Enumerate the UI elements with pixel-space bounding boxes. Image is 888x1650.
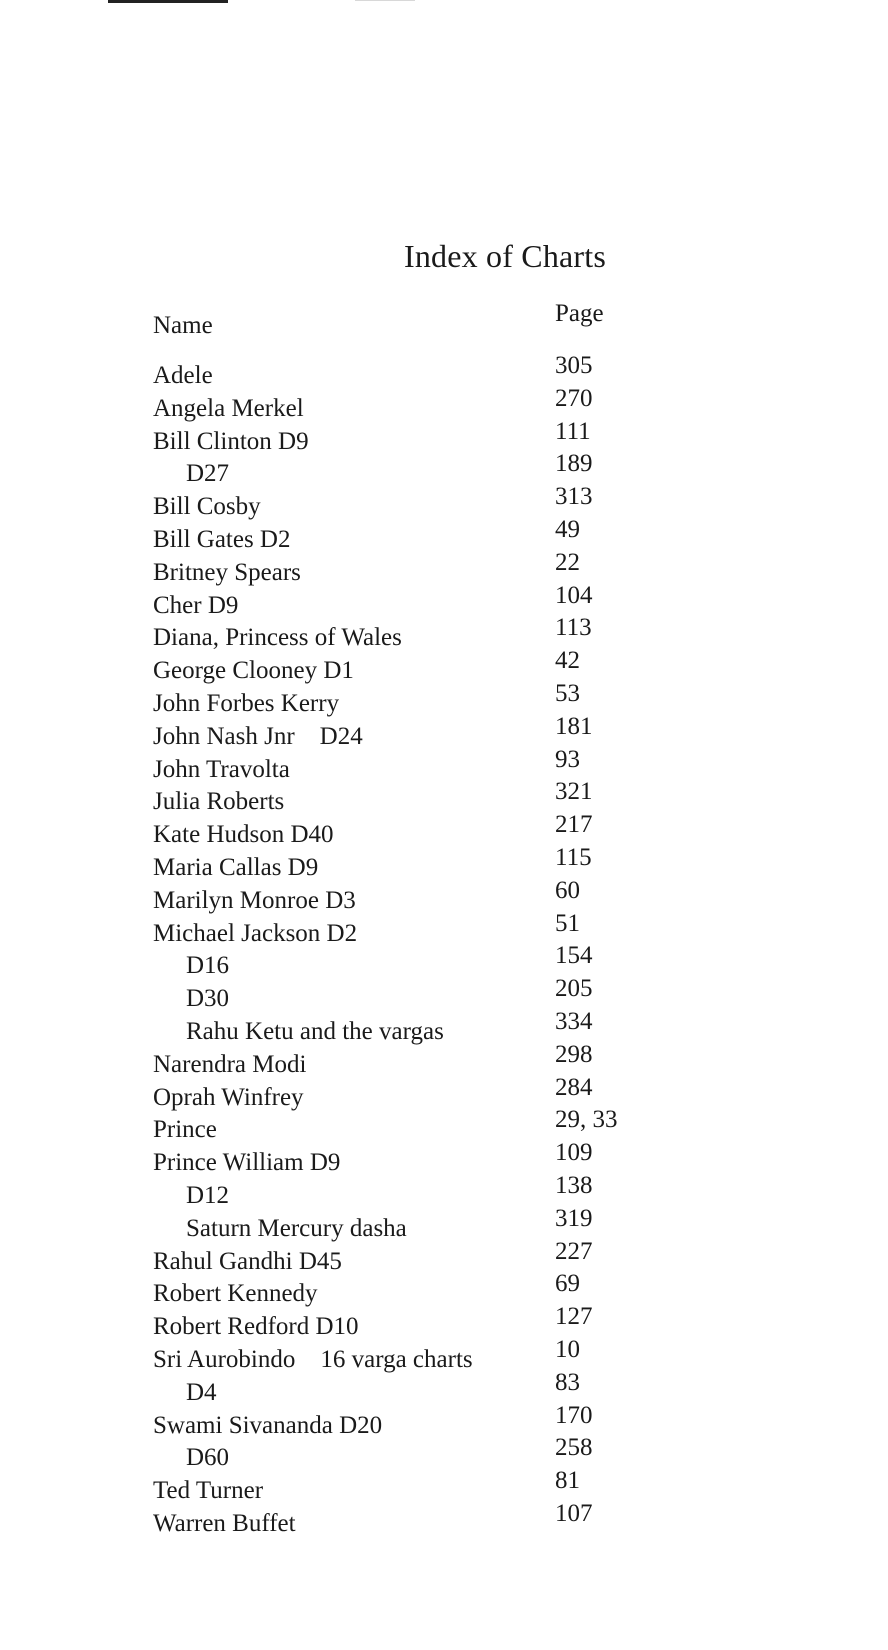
entry-page-number: 111 (555, 417, 591, 445)
entry-page-number: 258 (555, 1434, 593, 1462)
entry-name: Sri Aurobindo 16 varga charts (153, 1345, 473, 1373)
index-subentry (0, 450, 888, 491)
entry-page-number: 181 (555, 712, 593, 740)
entry-name: John Forbes Kerry (153, 689, 340, 717)
entry-name: Rahul Gandhi D45 (153, 1247, 342, 1275)
entry-page-number: 104 (555, 581, 593, 609)
index-subentry (0, 1007, 888, 1049)
entry-name: D16 (186, 952, 230, 980)
index-entry (0, 876, 888, 918)
index-entries-list (0, 352, 888, 1541)
entry-page-number: 154 (555, 942, 593, 970)
entry-name: D30 (186, 985, 230, 1013)
entry-name: Julia Roberts (153, 788, 285, 816)
index-subentry (0, 1434, 888, 1475)
index-entry (0, 1303, 888, 1344)
entry-name: Ted Turner (153, 1477, 264, 1505)
entry-name: Warren Buffet (153, 1509, 296, 1537)
index-entry (0, 745, 888, 787)
index-entry (0, 1335, 888, 1377)
index-entry (0, 352, 888, 393)
entry-page-number: 51 (555, 909, 580, 937)
entry-name: Swami Sivananda D20 (153, 1411, 383, 1439)
entry-name: Kate Hudson D40 (153, 821, 334, 849)
column-header-name: Name (153, 312, 213, 339)
index-entry (0, 384, 888, 426)
index-entry (0, 1499, 888, 1541)
entry-name: Prince (153, 1116, 217, 1144)
entry-page-number: 107 (555, 1499, 593, 1527)
entry-page-number: 53 (555, 679, 580, 707)
entry-page-number: 189 (555, 450, 593, 478)
entry-name: Narendra Modi (153, 1050, 307, 1078)
entry-name: Rahu Ketu and the vargas (186, 1017, 444, 1045)
index-entry (0, 1467, 888, 1508)
entry-name: Marilyn Monroe D3 (153, 886, 356, 914)
entry-page-number: 69 (555, 1270, 580, 1298)
index-entry (0, 778, 888, 819)
entry-name: Cher D9 (153, 591, 239, 619)
entry-name: Oprah Winfrey (153, 1083, 304, 1111)
index-entry (0, 647, 888, 688)
entry-page-number: 138 (555, 1171, 593, 1199)
entry-name: Robert Redford D10 (153, 1313, 359, 1341)
entry-name: D27 (186, 460, 230, 488)
index-subentry (0, 1368, 888, 1410)
entry-page-number: 127 (555, 1303, 593, 1331)
index-entry (0, 1073, 888, 1115)
entry-page-number: 217 (555, 811, 593, 839)
index-entry (0, 614, 888, 655)
entry-page-number: 284 (555, 1073, 593, 1101)
entry-page-number: 60 (555, 876, 580, 904)
index-subentry (0, 942, 888, 983)
entry-name: George Clooney D1 (153, 657, 354, 685)
index-subentry (0, 975, 888, 1016)
index-subentry (0, 1171, 888, 1213)
entry-page-number: 115 (555, 843, 592, 871)
index-entry (0, 909, 888, 951)
entry-page-number: 313 (555, 483, 593, 511)
entry-page-number: 334 (555, 1007, 593, 1035)
entry-name: D12 (186, 1181, 230, 1209)
index-entry (0, 548, 888, 590)
index-entry (0, 679, 888, 721)
index-entry (0, 1106, 888, 1147)
entry-name: Bill Cosby (153, 493, 261, 521)
column-header-page: Page (555, 300, 604, 327)
entry-page-number: 113 (555, 614, 592, 642)
entry-page-number: 83 (555, 1368, 580, 1396)
entry-name: Bill Gates D2 (153, 525, 291, 553)
entry-page-number: 10 (555, 1335, 580, 1363)
entry-name: Britney Spears (153, 558, 301, 586)
entry-page-number: 81 (555, 1467, 580, 1495)
entry-name: John Travolta (153, 755, 290, 783)
entry-page-number: 22 (555, 548, 580, 576)
entry-page-number: 109 (555, 1139, 593, 1167)
index-entry (0, 1139, 888, 1180)
index-entry (0, 483, 888, 524)
entry-page-number: 42 (555, 647, 580, 675)
page-top-edge-mark (108, 0, 228, 3)
entry-page-number: 298 (555, 1040, 593, 1068)
entry-page-number: 170 (555, 1401, 593, 1429)
entry-page-number: 93 (555, 745, 580, 773)
entry-page-number: 319 (555, 1204, 593, 1232)
page-title: Index of Charts (403, 238, 607, 274)
entry-name: Diana, Princess of Wales (153, 624, 402, 652)
index-subentry (0, 1204, 888, 1246)
index-entry (0, 1040, 888, 1082)
entry-page-number: 270 (555, 384, 593, 412)
index-entry (0, 1237, 888, 1279)
entry-page-number: 305 (555, 352, 593, 379)
index-entry (0, 811, 888, 852)
entry-page-number: 49 (555, 515, 580, 543)
entry-name: D60 (186, 1444, 230, 1472)
index-entry (0, 843, 888, 885)
entry-name: D4 (186, 1378, 217, 1406)
entry-name: Prince William D9 (153, 1149, 341, 1177)
entry-page-number: 29, 33 (555, 1106, 618, 1134)
entry-name: Michael Jackson D2 (153, 919, 358, 947)
index-entry (0, 581, 888, 623)
entry-name: John Nash Jnr D24 (153, 722, 363, 750)
entry-page-number: 205 (555, 975, 593, 1003)
entry-name: Maria Callas D9 (153, 853, 319, 881)
index-entry (0, 417, 888, 459)
index-entry (0, 515, 888, 557)
entry-name: Robert Kennedy (153, 1280, 318, 1308)
entry-page-number: 321 (555, 778, 593, 806)
entry-page-number: 227 (555, 1237, 593, 1265)
entry-name: Angela Merkel (153, 394, 304, 422)
page-top-edge-shadow (355, 0, 415, 1)
index-entry (0, 1270, 888, 1311)
entry-name: Adele (153, 362, 213, 389)
entry-name: Bill Clinton D9 (153, 427, 309, 455)
entry-name: Saturn Mercury dasha (186, 1214, 407, 1242)
index-entry (0, 1401, 888, 1443)
index-entry (0, 712, 888, 754)
